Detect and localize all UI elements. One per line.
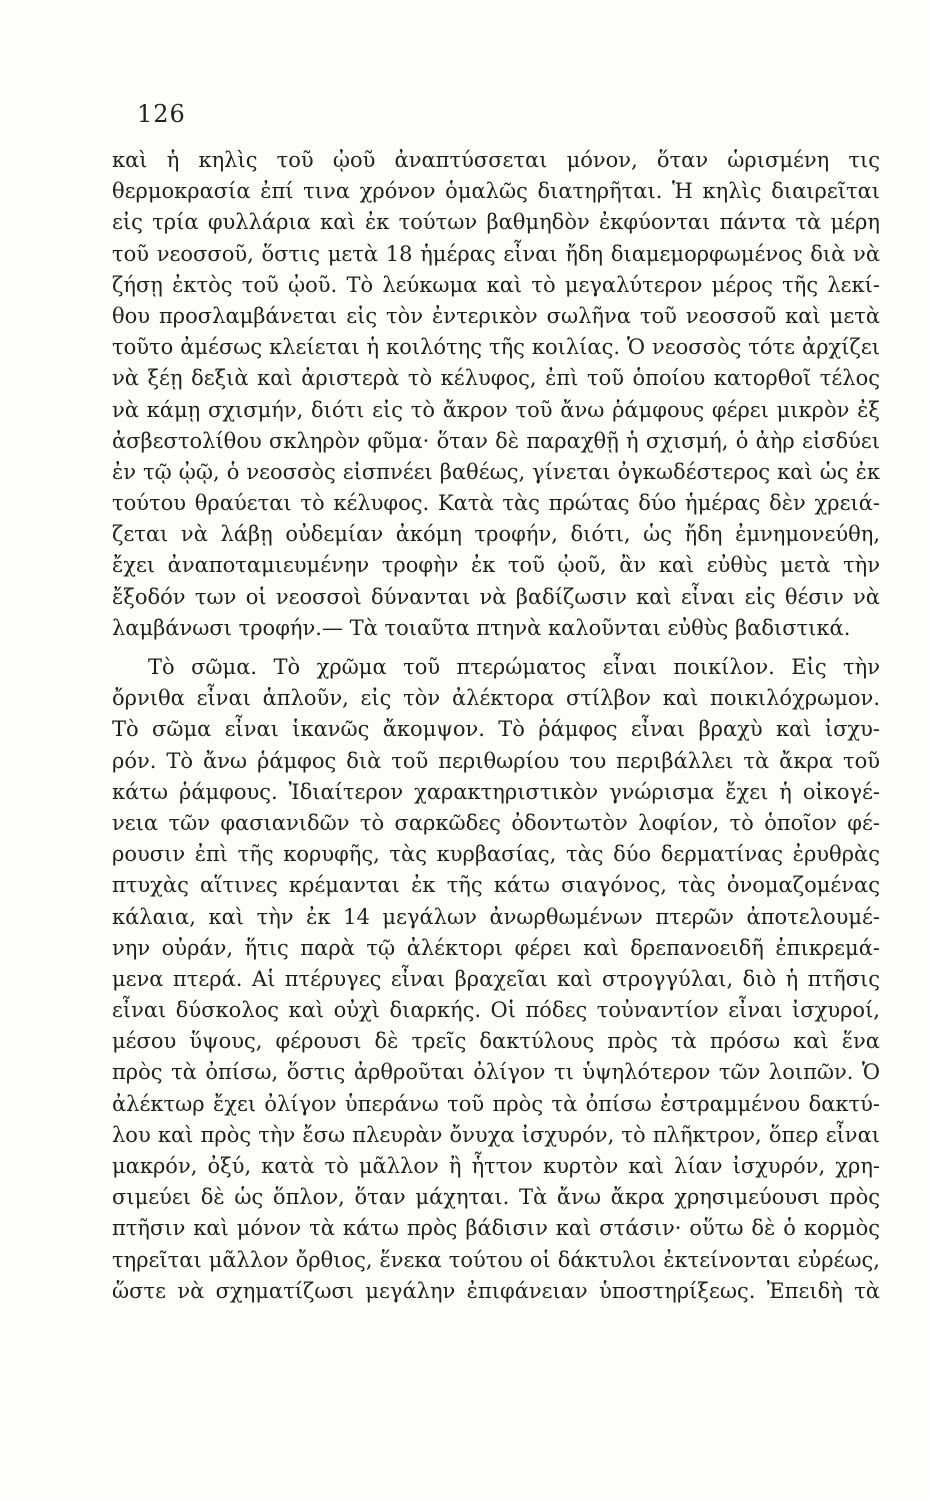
text-line: τοῦ νεοσσοῦ, ὅστις μετὰ 18 ἡμέρας εἶναι ἤδη διαμεμορφωμένος διὰ νὰ [112,241,880,266]
text-line: νεια τῶν φασιανιδῶν τὸ σαρκῶδες ὀδοντωτὸν λοφίον, τὸ ὁποῖον φέ- [112,810,880,835]
text-line: τηρεῖται μᾶλλον ὄρθιος, ἕνεκα τούτου οἱ δάκτυλοι ἐκτείνονται εὐρέως, [112,1247,880,1272]
text-line: καὶ ἡ κηλὶς τοῦ ᾠοῦ ἀναπτύσσεται μόνον, ὅταν ὡρισμένη τις [112,148,880,172]
text-line: Τὸ σῶμα εἶναι ἱκανῶς ἄκομψον. Τὸ ῥάμφος εἶναι βραχὺ καὶ ἰσχυ- [112,717,880,742]
text-line: πρὸς τὰ ὀπίσω, ὅστις ἀρθροῦται ὀλίγον τι ὑψηλότερον τῶν λοιπῶν. Ὁ [112,1060,880,1085]
text-line: μακρόν, ὀξύ, κατὰ τὸ μᾶλλον ἢ ἧττον κυρτὸν καὶ λίαν ἰσχυρόν, χρη- [112,1154,880,1178]
text-line: νην οὐράν, ἥτις παρὰ τῷ ἀλέκτορι φέρει καὶ δρεπανοειδῆ ἐπικρεμά- [112,935,880,960]
page-number: 126 [137,100,186,128]
text-line: μέσου ὕψους, φέρουσι δὲ τρεῖς δακτύλους πρὸς τὰ πρόσω καὶ ἕνα [112,1029,880,1054]
paragraph-1 [112,145,880,644]
text-line: εἶναι δύσκολος καὶ οὐχὶ διαρκής. Οἱ πόδες τοὐναντίον εἶναι ἰσχυροί, [112,998,880,1023]
text-line: μενα πτερά. Αἱ πτέρυγες εἶναι βραχεῖαι καὶ στρογγύλαι, διὸ ἡ πτῆσις [112,966,880,991]
text-line: τούτου θραύεται τὸ κέλυφος. Κατὰ τὰς πρώτας δύο ἡμέρας δὲν χρειά- [112,491,880,516]
text-line: ρόν. Τὸ ἄνω ῥάμφος διὰ τοῦ περιθωρίου του περιβάλλει τὰ ἄκρα τοῦ [112,748,880,773]
body-text [112,145,880,1307]
text-line: εἰς τρία φυλλάρια καὶ ἐκ τούτων βαθμηδὸν ἐκφύονται πάντα τὰ μέρη [112,210,880,235]
text-line: ἀσβεστολίθου σκληρὸν φῦμα· ὅταν δὲ παραχθῇ ἡ σχισμή, ὁ ἀὴρ εἰσδύει [112,428,880,453]
text-line: σιμεύει δὲ ὡς ὅπλον, ὅταν μάχηται. Τὰ ἄνω ἄκρα χρησιμεύουσι πρὸς [112,1185,880,1210]
text-line: πτυχὰς αἵτινες κρέμανται ἐκ τῆς κάτω σιαγόνος, τὰς ὀνομαζομένας [112,873,880,898]
text-line: κάλαια, καὶ τὴν ἐκ 14 μεγάλων ἀνωρθωμένων πτερῶν ἀποτελουμέ- [112,904,880,929]
text-line: ὥστε νὰ σχηματίζωσι μεγάλην ἐπιφάνειαν ὑποστηρίξεως. Ἐπειδὴ τὰ [112,1278,880,1303]
text-line: θου προσλαμβάνεται εἰς τὸν ἐντερικὸν σωλῆνα τοῦ νεοσσοῦ καὶ μετὰ [112,303,880,328]
text-line: ὄρνιθα εἶναι ἁπλοῦν, εἰς τὸν ἀλέκτορα στίλβον καὶ ποικιλόχρωμον. [112,686,880,711]
text-line: ἐν τῷ ᾠῷ, ὁ νεοσσὸς εἰσπνέει βαθέως, γίνεται ὀγκωδέστερος καὶ ὡς ἐκ [112,459,880,484]
paragraph-2 [112,652,880,1307]
text-line: Τὸ σῶμα. Τὸ χρῶμα τοῦ πτερώματος εἶναι ποικίλον. Εἰς τὴν [148,655,880,679]
text-line: λου καὶ πρὸς τὴν ἔσω πλευρὰν ὄνυχα ἰσχυρόν, τὸ πλῆκτρον, ὅπερ εἶναι [112,1122,880,1147]
text-line: λαμβάνωσι τροφήν.— Τὰ τοιαῦτα πτηνὰ καλοῦνται εὐθὺς βαδιστικά. [112,615,851,640]
text-line: νὰ ξέῃ δεξιὰ καὶ ἀριστερὰ τὸ κέλυφος, ἐπὶ τοῦ ὁποίου κατορθοῖ τέλος [112,366,880,391]
text-line: νὰ κάμῃ σχισμήν, διότι εἰς τὸ ἄκρον τοῦ ἄνω ῥάμφους φέρει μικρὸν ἐξ [112,397,880,422]
text-line: ἀλέκτωρ ἔχει ὀλίγον ὑπεράνω τοῦ πρὸς τὰ ὀπίσω ἐστραμμένου δακτύ- [112,1091,880,1116]
text-line: ρουσιν ἐπὶ τῆς κορυφῆς, τὰς κυρβασίας, τὰς δύο δερματίνας ἐρυθρὰς [112,842,880,867]
text-line: ἔξοδόν των οἱ νεοσσοὶ δύνανται νὰ βαδίζωσιν καὶ εἶναι εἰς θέσιν νὰ [112,584,880,609]
text-line: ἔχει ἀναποταμιευμένην τροφὴν ἐκ τοῦ ᾠοῦ, ἂν καὶ εὐθὺς μετὰ τὴν [112,553,880,578]
text-line: ζήσῃ ἐκτὸς τοῦ ᾠοῦ. Τὸ λεύκωμα καὶ τὸ μεγαλύτερον μέρος τῆς λεκί- [112,272,880,297]
text-line: κάτω ῥάμφους. Ἰδιαίτερον χαρακτηριστικὸν γνώρισμα ἔχει ἡ οἰκογέ- [112,779,880,804]
text-line: τοῦτο ἀμέσως κλείεται ἡ κοιλότης τῆς κοιλίας. Ὁ νεοσσὸς τότε ἀρχίζει [112,335,880,360]
paragraph-gap [112,644,880,652]
text-line: θερμοκρασία ἐπί τινα χρόνον ὁμαλῶς διατηρῆται. Ἡ κηλὶς διαιρεῖται [112,179,880,204]
text-line: ζεται νὰ λάβῃ οὐδεμίαν ἀκόμη τροφήν, διότι, ὡς ἤδη ἐμνημονεύθη, [112,522,880,547]
text-line: πτῆσιν καὶ μόνον τὰ κάτω πρὸς βάδισιν καὶ στάσιν· οὕτω δὲ ὁ κορμὸς [112,1216,880,1241]
